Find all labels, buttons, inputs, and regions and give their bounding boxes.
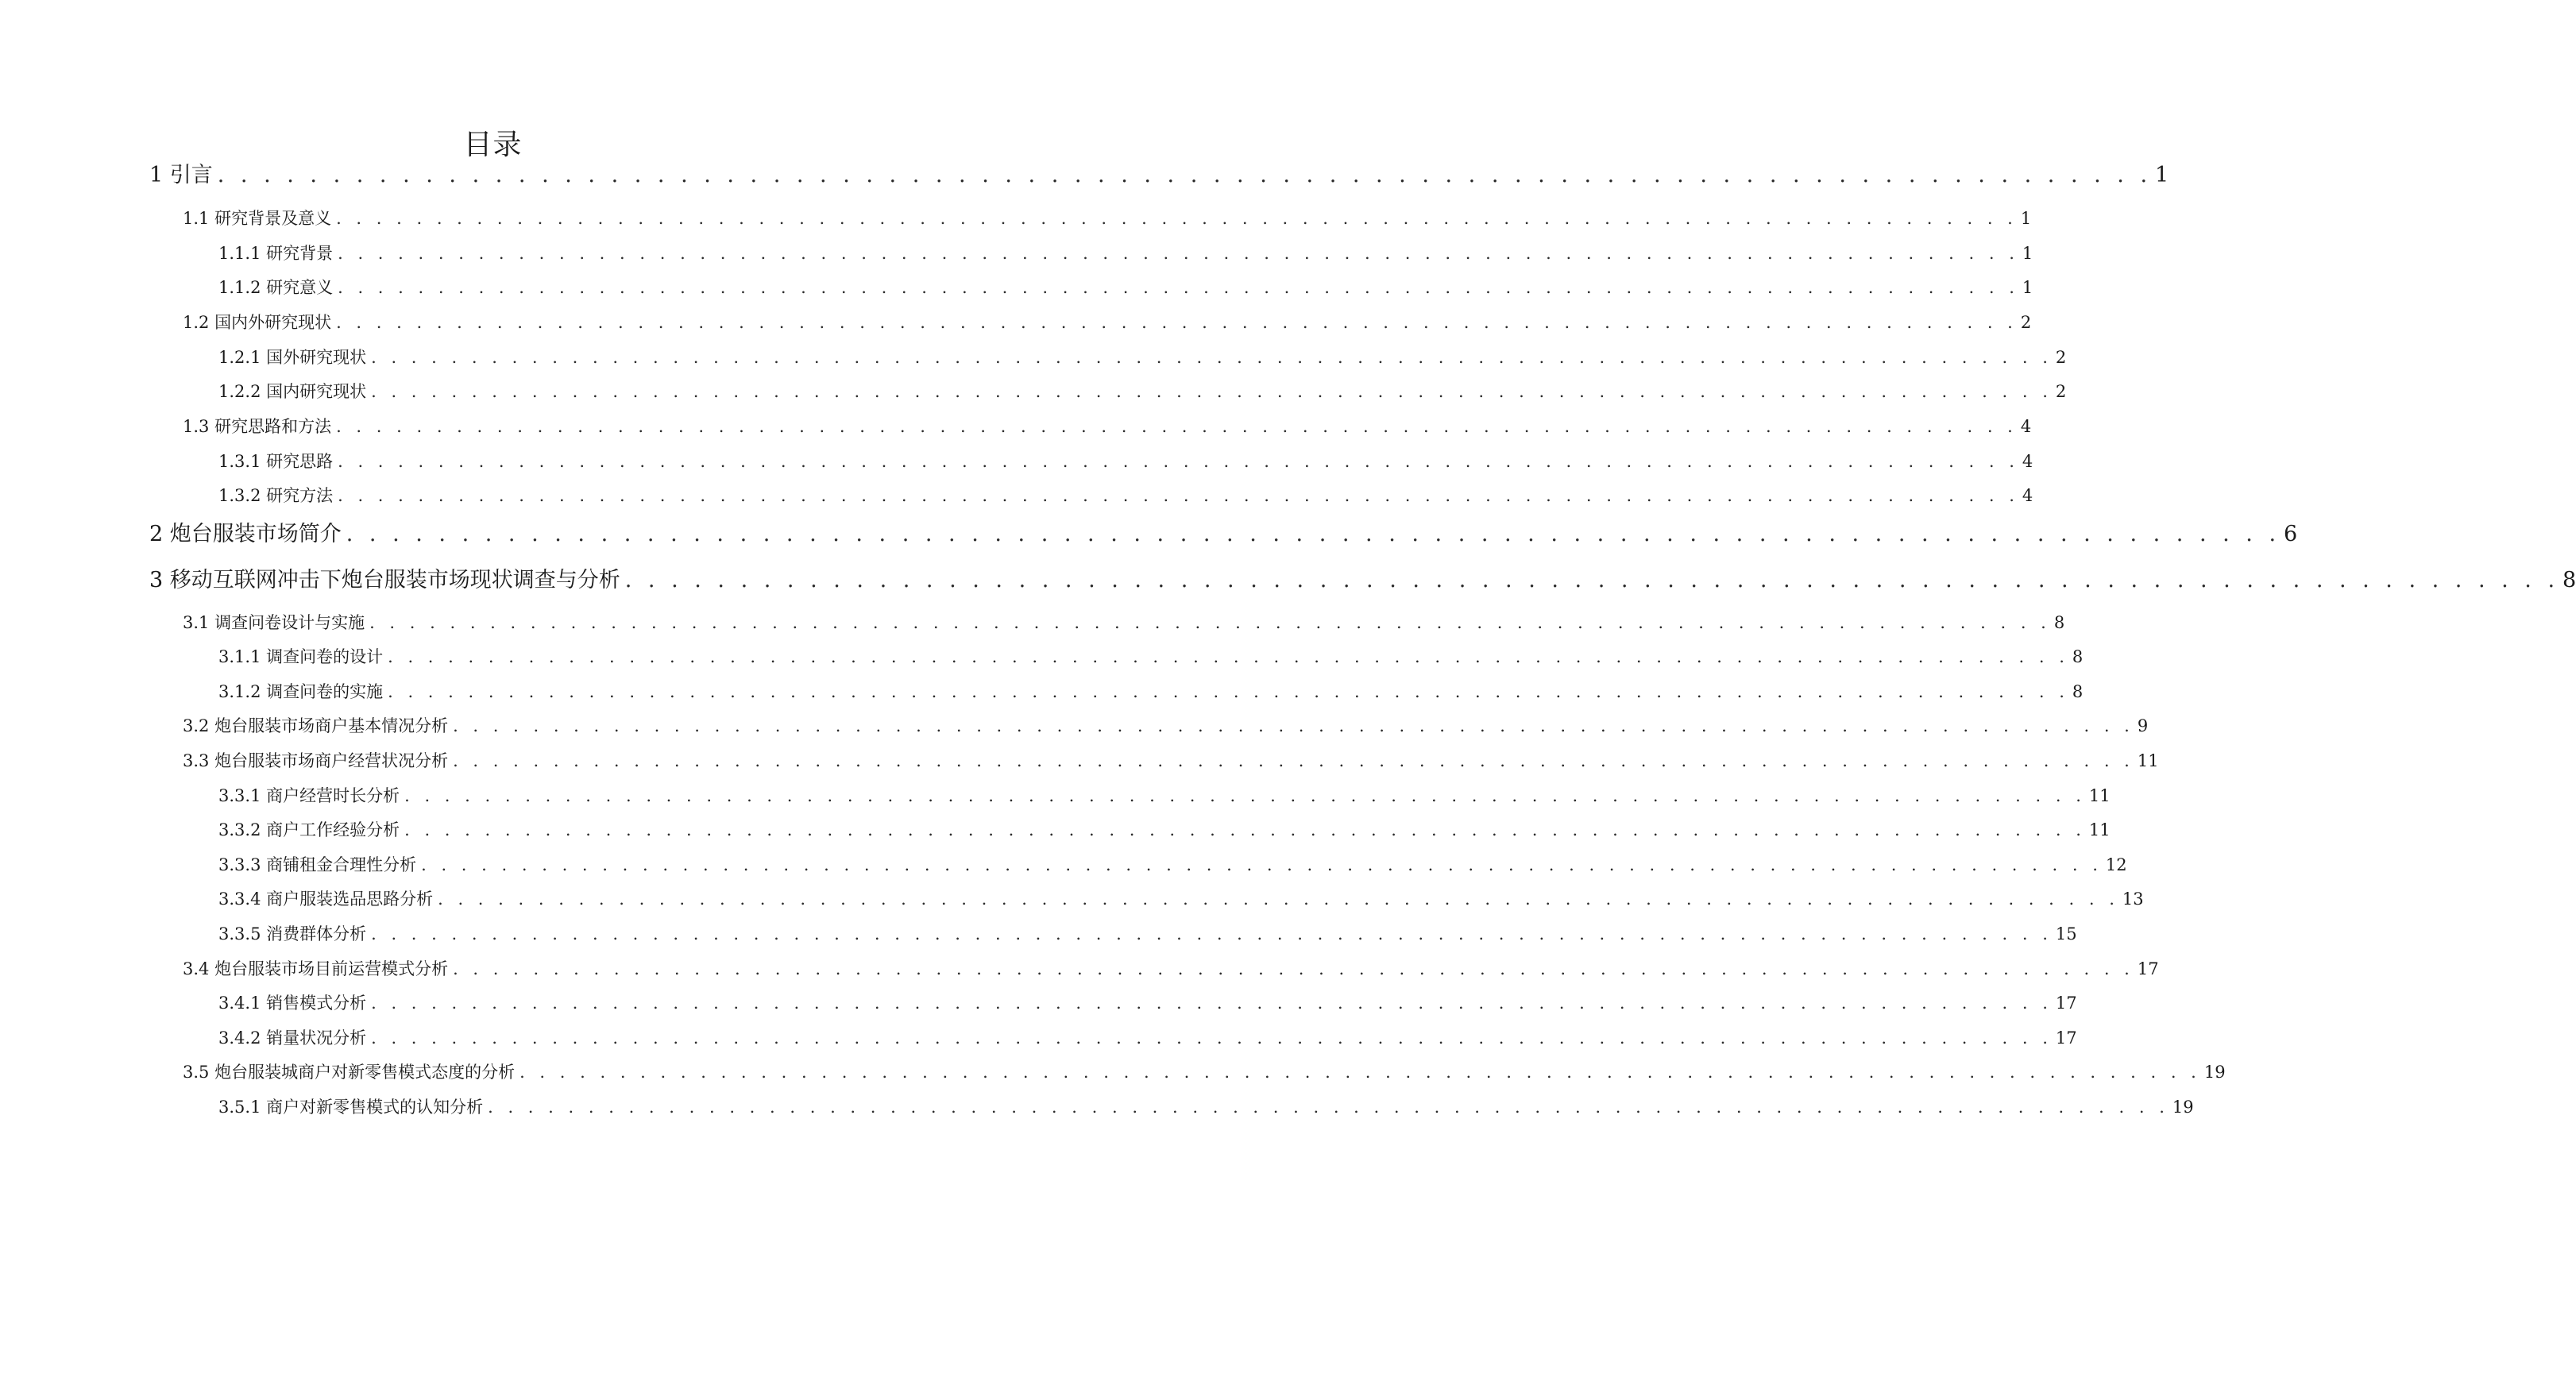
toc-entry[interactable]	[218, 450, 2033, 473]
toc-entry-label: 1.3.2 研究方法	[218, 486, 334, 505]
toc-entry-page-number: 19	[2172, 1098, 2194, 1117]
toc-entry[interactable]	[218, 784, 2111, 808]
toc-entry[interactable]	[218, 484, 2033, 507]
toc-dot-leader: . . . . . . . . . . . . . . . . . . . . . . . . . . . . . . . . . . . . . . . . . . . . . . . . . . . . . . . . . . . . . . . . . . . . . . . . . . . . . . . . . . . .	[217, 163, 2153, 187]
toc-dot-leader: . . . . . . . . . . . . . . . . . . . . . . . . . . . . . . . . . . . . . . . . . . . . . . . . . . . . . . . . . . . . . . . . . . . . . . . . . . . . . . . . . . . .	[371, 924, 2053, 943]
toc-dot-leader: . . . . . . . . . . . . . . . . . . . . . . . . . . . . . . . . . . . . . . . . . . . . . . . . . . . . . . . . . . . . . . . . . . . . . . . . . . . . . . . . . . . .	[453, 959, 2134, 978]
toc-entry[interactable]	[149, 161, 2169, 190]
toc-dot-leader: . . . . . . . . . . . . . . . . . . . . . . . . . . . . . . . . . . . . . . . . . . . . . . . . . . . . . . . . . . . . . . . . . . . . . . . . . . . . . . . . . . . .	[336, 209, 2018, 228]
toc-entry[interactable]	[218, 1095, 2194, 1119]
toc-entry-label: 1.1.1 研究背景	[218, 244, 334, 263]
toc-entry[interactable]	[218, 1026, 2077, 1050]
toc-entry-page-number: 9	[2137, 716, 2149, 735]
toc-entry-label: 3.4 炮台服装市场目前运营模式分析	[183, 959, 449, 978]
toc-dot-leader: . . . . . . . . . . . . . . . . . . . . . . . . . . . . . . . . . . . . . . . . . . . . . . . . . . . . . . . . . . . . . . . . . . . . . . . . . . . . . . . . . . . .	[404, 786, 2086, 805]
toc-entry[interactable]	[183, 611, 2065, 635]
toc-entry-page-number: 4	[2022, 486, 2033, 505]
toc-dot-leader: . . . . . . . . . . . . . . . . . . . . . . . . . . . . . . . . . . . . . . . . . . . . . . . . . . . . . . . . . . . . . . . . . . . . . . . . . . . . . . . . . . . .	[371, 348, 2053, 367]
toc-dot-leader: . . . . . . . . . . . . . . . . . . . . . . . . . . . . . . . . . . . . . . . . . . . . . . . . . . . . . . . . . . . . . . . . . . . . . . . . . . . . . . . . . . . .	[421, 855, 2103, 874]
toc-entry[interactable]	[218, 991, 2077, 1015]
toc-dot-leader: . . . . . . . . . . . . . . . . . . . . . . . . . . . . . . . . . . . . . . . . . . . . . . . . . . . . . . . . . . . . . . . . . . . . . . . . . . . . . . . . . . . .	[346, 522, 2281, 546]
toc-entry-page-number: 2	[2055, 348, 2067, 367]
toc-entry[interactable]	[218, 818, 2111, 842]
toc-entry-label: 3.3.5 消费群体分析	[218, 924, 367, 943]
toc-entry-label: 1.3.1 研究思路	[218, 452, 334, 471]
toc-entry-page-number: 11	[2088, 820, 2111, 839]
toc-entry-page-number: 1	[2020, 209, 2032, 228]
toc-entry[interactable]	[183, 415, 2032, 438]
toc-entry-label: 3.3.3 商铺租金合理性分析	[218, 855, 417, 874]
toc-entry-label: 3.3.2 商户工作经验分析	[218, 820, 400, 839]
toc-entry-page-number: 17	[2137, 959, 2159, 978]
toc-entry-label: 1.1.2 研究意义	[218, 278, 334, 297]
toc-dot-leader: . . . . . . . . . . . . . . . . . . . . . . . . . . . . . . . . . . . . . . . . . . . . . . . . . . . . . . . . . . . . . . . . . . . . . . . . . . . . . . . . . . . .	[519, 1063, 2201, 1082]
toc-entry-label: 1.2.2 国内研究现状	[218, 382, 367, 401]
toc-entry-page-number: 15	[2055, 924, 2077, 943]
toc-dot-leader: . . . . . . . . . . . . . . . . . . . . . . . . . . . . . . . . . . . . . . . . . . . . . . . . . . . . . . . . . . . . . . . . . . . . . . . . . . . . . . . . . . . .	[371, 382, 2053, 401]
toc-dot-leader: . . . . . . . . . . . . . . . . . . . . . . . . . . . . . . . . . . . . . . . . . . . . . . . . . . . . . . . . . . . . . . . . . . . . . . . . . . . . . . . . . . . .	[438, 889, 2119, 909]
toc-entry[interactable]	[218, 645, 2084, 669]
toc-entry-label: 1.2 国内外研究现状	[183, 313, 332, 332]
toc-entry[interactable]	[183, 1060, 2226, 1084]
toc-entry[interactable]	[183, 206, 2032, 230]
toc-dot-leader: . . . . . . . . . . . . . . . . . . . . . . . . . . . . . . . . . . . . . . . . . . . . . . . . . . . . . . . . . . . . . . . . . . . . . . . . . . . . . . . . . . . .	[371, 1028, 2053, 1048]
toc-entry-label: 3.4.2 销量状况分析	[218, 1028, 367, 1048]
toc-entry[interactable]	[218, 853, 2127, 877]
toc-entry-label: 3 移动互联网冲击下炮台服装市场现状调查与分析	[149, 568, 620, 592]
toc-entry[interactable]	[183, 714, 2149, 738]
toc-dot-leader: . . . . . . . . . . . . . . . . . . . . . . . . . . . . . . . . . . . . . . . . . . . . . . . . . . . . . . . . . . . . . . . . . . . . . . . . . . . . . . . . . . . .	[488, 1098, 2169, 1117]
toc-entry-page-number: 6	[2284, 522, 2298, 546]
toc-entry[interactable]	[218, 241, 2033, 265]
toc-entry-page-number: 17	[2055, 994, 2077, 1013]
toc-entry-page-number: 2	[2055, 382, 2067, 401]
toc-dot-leader: . . . . . . . . . . . . . . . . . . . . . . . . . . . . . . . . . . . . . . . . . . . . . . . . . . . . . . . . . . . . . . . . . . . . . . . . . . . . . . . . . . . .	[404, 820, 2086, 839]
toc-entry-page-number: 8	[2053, 613, 2065, 632]
toc-dot-leader: . . . . . . . . . . . . . . . . . . . . . . . . . . . . . . . . . . . . . . . . . . . . . . . . . . . . . . . . . . . . . . . . . . . . . . . . . . . . . . . . . . . .	[453, 716, 2134, 735]
toc-dot-leader: . . . . . . . . . . . . . . . . . . . . . . . . . . . . . . . . . . . . . . . . . . . . . . . . . . . . . . . . . . . . . . . . . . . . . . . . . . . . . . . . . . . .	[369, 613, 2051, 632]
toc-entry-label: 3.5.1 商户对新零售模式的认知分析	[218, 1098, 484, 1117]
toc-entry-label: 3.4.1 销售模式分析	[218, 994, 367, 1013]
toc-entry-page-number: 4	[2022, 452, 2033, 471]
toc-entry[interactable]	[218, 922, 2077, 946]
toc-entry-label: 3.1.1 调查问卷的设计	[218, 647, 384, 666]
toc-dot-leader: . . . . . . . . . . . . . . . . . . . . . . . . . . . . . . . . . . . . . . . . . . . . . . . . . . . . . . . . . . . . . . . . . . . . . . . . . . . . . . . . . . . .	[371, 994, 2053, 1013]
toc-entry[interactable]	[183, 311, 2032, 334]
toc-entry-page-number: 19	[2203, 1063, 2226, 1082]
toc-entry-page-number: 8	[2562, 568, 2576, 592]
toc-dot-leader: . . . . . . . . . . . . . . . . . . . . . . . . . . . . . . . . . . . . . . . . . . . . . . . . . . . . . . . . . . . . . . . . . . . . . . . . . . . . . . . . . . . .	[336, 313, 2018, 332]
toc-dot-leader: . . . . . . . . . . . . . . . . . . . . . . . . . . . . . . . . . . . . . . . . . . . . . . . . . . . . . . . . . . . . . . . . . . . . . . . . . . . . . . . . . . . .	[453, 751, 2134, 770]
toc-entry-page-number: 8	[2072, 647, 2084, 666]
page-title: 目录	[463, 129, 523, 161]
toc-dot-leader: . . . . . . . . . . . . . . . . . . . . . . . . . . . . . . . . . . . . . . . . . . . . . . . . . . . . . . . . . . . . . . . . . . . . . . . . . . . . . . . . . . . .	[388, 682, 2069, 701]
toc-entry-label: 3.5 炮台服装城商户对新零售模式态度的分析	[183, 1063, 516, 1082]
toc-entry[interactable]	[218, 680, 2084, 704]
toc-dot-leader: . . . . . . . . . . . . . . . . . . . . . . . . . . . . . . . . . . . . . . . . . . . . . . . . . . . . . . . . . . . . . . . . . . . . . . . . . . . . . . . . . . . .	[336, 417, 2018, 436]
toc-entry-page-number: 17	[2055, 1028, 2077, 1048]
toc-entry-page-number: 4	[2020, 417, 2032, 436]
toc-entry-page-number: 11	[2137, 751, 2159, 770]
toc-entry-label: 3.3.4 商户服装选品思路分析	[218, 889, 434, 909]
toc-entry-page-number: 11	[2088, 786, 2111, 805]
toc-entry-page-number: 8	[2072, 682, 2084, 701]
toc-dot-leader: . . . . . . . . . . . . . . . . . . . . . . . . . . . . . . . . . . . . . . . . . . . . . . . . . . . . . . . . . . . . . . . . . . . . . . . . . . . . . . . . . . . .	[388, 647, 2069, 666]
toc-entry[interactable]	[218, 380, 2067, 403]
toc-entry-label: 1 引言	[149, 163, 213, 187]
toc-entry[interactable]	[218, 276, 2033, 299]
toc-entry-label: 3.1 调查问卷设计与实施	[183, 613, 365, 632]
toc-dot-leader: . . . . . . . . . . . . . . . . . . . . . . . . . . . . . . . . . . . . . . . . . . . . . . . . . . . . . . . . . . . . . . . . . . . . . . . . . . . . . . . . . . . .	[338, 244, 2019, 263]
toc-entry-page-number: 12	[2105, 855, 2127, 874]
toc-dot-leader: . . . . . . . . . . . . . . . . . . . . . . . . . . . . . . . . . . . . . . . . . . . . . . . . . . . . . . . . . . . . . . . . . . . . . . . . . . . . . . . . . . . .	[338, 278, 2019, 297]
toc-entry[interactable]	[218, 887, 2144, 911]
toc-entry[interactable]	[149, 520, 2298, 549]
toc-dot-leader: . . . . . . . . . . . . . . . . . . . . . . . . . . . . . . . . . . . . . . . . . . . . . . . . . . . . . . . . . . . . . . . . . . . . . . . . . . . . . . . . . . . .	[624, 568, 2560, 592]
toc-entry-label: 2 炮台服装市场简介	[149, 522, 342, 546]
toc-entry-label: 1.1 研究背景及意义	[183, 209, 332, 228]
toc-entry-page-number: 2	[2020, 313, 2032, 332]
toc-entry[interactable]	[218, 345, 2067, 369]
toc-entry-label: 1.3 研究思路和方法	[183, 417, 332, 436]
toc-entry-label: 1.2.1 国外研究现状	[218, 348, 367, 367]
toc-entry[interactable]	[183, 749, 2159, 773]
toc-entry[interactable]	[183, 957, 2159, 981]
toc-entry-label: 3.3 炮台服装市场商户经营状况分析	[183, 751, 449, 770]
toc-entry[interactable]	[149, 566, 2576, 595]
toc-entry-page-number: 1	[2155, 163, 2169, 187]
toc-entry-page-number: 13	[2122, 889, 2144, 909]
toc-dot-leader: . . . . . . . . . . . . . . . . . . . . . . . . . . . . . . . . . . . . . . . . . . . . . . . . . . . . . . . . . . . . . . . . . . . . . . . . . . . . . . . . . . . .	[338, 452, 2019, 471]
toc-entry-page-number: 1	[2022, 278, 2033, 297]
toc-entry-label: 3.3.1 商户经营时长分析	[218, 786, 400, 805]
toc-entry-label: 3.1.2 调查问卷的实施	[218, 682, 384, 701]
toc-entry-label: 3.2 炮台服装市场商户基本情况分析	[183, 716, 449, 735]
toc-entry-page-number: 1	[2022, 244, 2033, 263]
toc-dot-leader: . . . . . . . . . . . . . . . . . . . . . . . . . . . . . . . . . . . . . . . . . . . . . . . . . . . . . . . . . . . . . . . . . . . . . . . . . . . . . . . . . . . .	[338, 486, 2019, 505]
